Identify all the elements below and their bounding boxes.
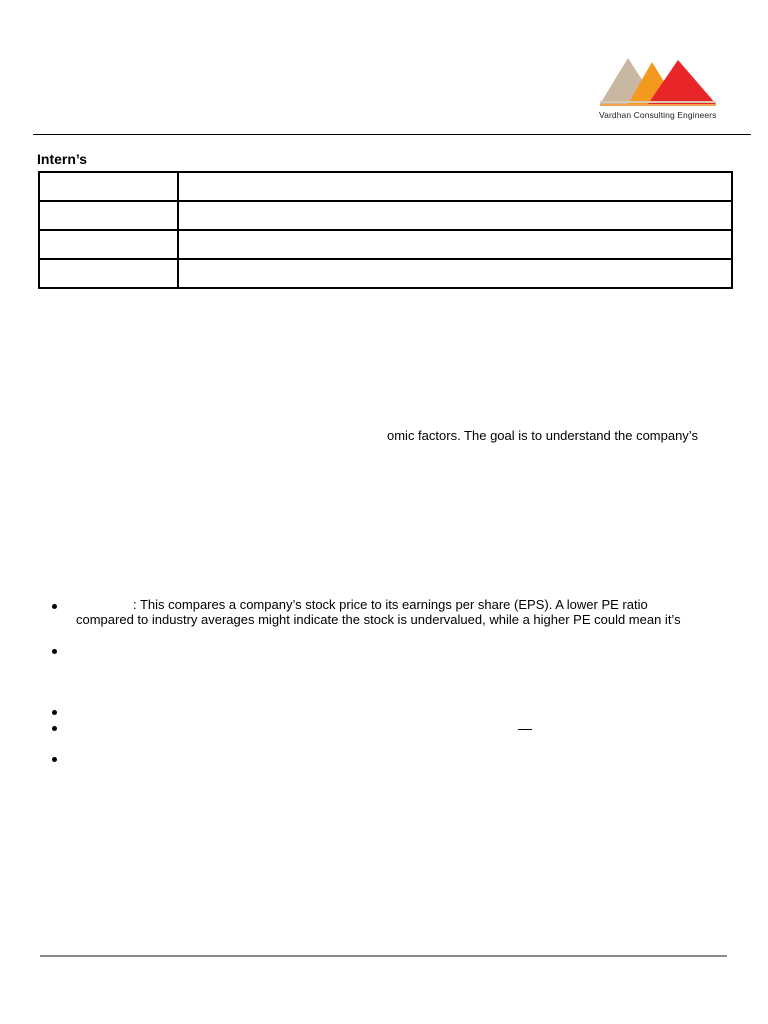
bullet-icon — [52, 757, 57, 762]
table-label-cell — [39, 201, 178, 230]
logo-base-stripe-top — [600, 101, 716, 103]
table-value-cell — [178, 230, 732, 259]
table-row — [39, 259, 732, 288]
bullet-icon — [52, 604, 57, 609]
body-text-line: omic factors. The goal is to understand the company’s — [387, 428, 698, 443]
dash-mark — [518, 729, 532, 730]
table-label-cell — [39, 172, 178, 201]
bullet-icon — [52, 726, 57, 731]
company-logo — [596, 52, 720, 124]
logo-base-stripe-bottom — [600, 104, 716, 106]
footer-divider — [40, 955, 727, 957]
table-label-cell — [39, 259, 178, 288]
table-value-cell — [178, 172, 732, 201]
table-value-cell — [178, 259, 732, 288]
section-title: Intern’s — [37, 151, 88, 167]
bullet-icon — [52, 649, 57, 654]
table-row — [39, 230, 732, 259]
header-divider — [33, 134, 751, 135]
bullet-text-line: : This compares a company’s stock price to its earnings per share (EPS). A lower PE ratio — [133, 597, 648, 612]
intern-details-table — [38, 171, 733, 289]
table-row — [39, 172, 732, 201]
table-value-cell — [178, 201, 732, 230]
table-row — [39, 201, 732, 230]
table-label-cell — [39, 230, 178, 259]
mountain-logo-icon — [598, 54, 718, 108]
bullet-text-line: compared to industry averages might indicate the stock is undervalued, while a higher PE could mean it’s — [76, 612, 681, 627]
company-name: Vardhan Consulting Engineers — [599, 110, 717, 120]
bullet-icon — [52, 710, 57, 715]
